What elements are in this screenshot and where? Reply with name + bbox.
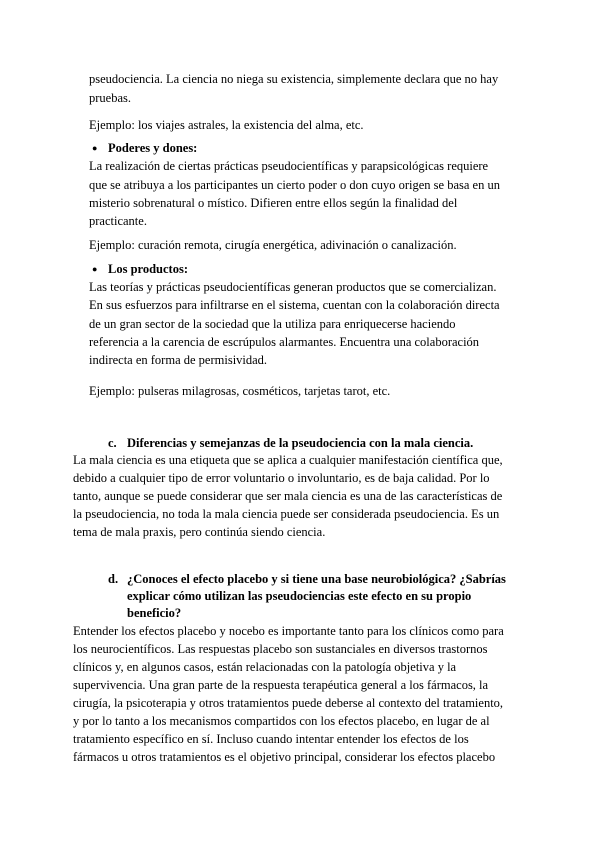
poderes-line-4: practicante.: [89, 214, 147, 228]
productos-line-1: Las teorías y prácticas pseudocientíficas generan productos que se comercializan.: [89, 280, 497, 294]
section-d-label: d.: [108, 572, 119, 586]
section-d-heading-line-1: ¿Conoces el efecto placebo y si tiene una base neurobiológica? ¿Sabrías: [127, 572, 506, 586]
section-d-line-7: tratamiento específico en sí. Incluso cuando intentar entender los efectos de los: [73, 732, 469, 746]
section-c-heading: Diferencias y semejanzas de la pseudociencia con la mala ciencia.: [127, 436, 474, 450]
poderes-example: Ejemplo: curación remota, cirugía energética, adivinación o canalización.: [89, 238, 457, 252]
intro-example: Ejemplo: los viajes astrales, la existencia del alma, etc.: [89, 118, 364, 132]
section-d-line-5: cirugía, la psicoterapia y otros tratamientos puede deberse al contexto del tratamiento,: [73, 696, 504, 710]
intro-line-1: pseudociencia. La ciencia no niega su existencia, simplemente declara que no hay: [89, 72, 499, 86]
poderes-line-1: La realización de ciertas prácticas pseudocientíficas y parapsicológicas requiere: [89, 159, 489, 173]
poderes-line-2: que se atribuya a los participantes un cierto poder o don cuyo origen se basa en un: [89, 178, 500, 192]
section-d-heading-line-3: beneficio?: [127, 606, 182, 620]
productos-heading: Los productos:: [108, 262, 188, 276]
section-c-line-4: la pseudociencia, no toda la mala ciencia puede ser considerada pseudociencia. Es un: [73, 507, 500, 521]
section-c-line-1: La mala ciencia es una etiqueta que se aplica a cualquier manifestación científica que,: [73, 453, 503, 467]
productos-line-4: referencia a la carencia de escrúpulos alarmantes. Encuentra una colaboración: [89, 335, 480, 349]
productos-line-3: de un gran sector de la sociedad que la utiliza para enriquecerse haciendo: [89, 317, 456, 331]
section-c-line-2: debido a cualquier tipo de error voluntario o involuntario, es de baja calidad. Por lo: [73, 471, 490, 485]
section-c-line-3: tanto, aunque se puede considerar que ser mala ciencia es una de las características de: [73, 489, 503, 503]
intro-line-2: pruebas.: [89, 91, 131, 105]
section-d-line-3: clínicos y, en algunos casos, están relacionadas con la patología objetiva y la: [73, 660, 457, 674]
section-c-line-5: tema de mala praxis, pero continúa siendo ciencia.: [73, 525, 326, 539]
section-d-line-4: supervivencia. Una gran parte de la respuesta terapéutica general a los fármacos, la: [73, 678, 489, 692]
productos-line-5: indirecta en forma de permisividad.: [89, 353, 268, 367]
section-d-line-1: Entender los efectos placebo y nocebo es importante tanto para los clínicos como para: [73, 624, 504, 638]
section-c-label: c.: [108, 436, 117, 450]
poderes-line-3: misterio sobrenatural o místico. Difieren entre ellos según la finalidad del: [89, 196, 458, 210]
bullet-icon: ●: [92, 264, 98, 274]
section-d-heading-line-2: explicar cómo utilizan las pseudociencias este efecto en su propio: [127, 589, 472, 603]
section-d-line-2: los neurocientíficos. Las respuestas placebo son sustanciales en diversos trastornos: [73, 642, 488, 656]
poderes-heading: Poderes y dones:: [108, 141, 198, 155]
section-d-line-6: y por lo tanto a los mecanismos compartidos con los efectos placebo, en lugar de al: [73, 714, 490, 728]
section-d-line-8: fármacos u otros tratamientos es el objetivo principal, considerar los efectos placebo: [73, 750, 496, 764]
bullet-icon: ●: [92, 143, 98, 153]
productos-line-2: En sus esfuerzos para infiltrarse en el sistema, cuentan con la colaboración directa: [89, 298, 500, 312]
productos-example: Ejemplo: pulseras milagrosas, cosméticos, tarjetas tarot, etc.: [89, 384, 391, 398]
